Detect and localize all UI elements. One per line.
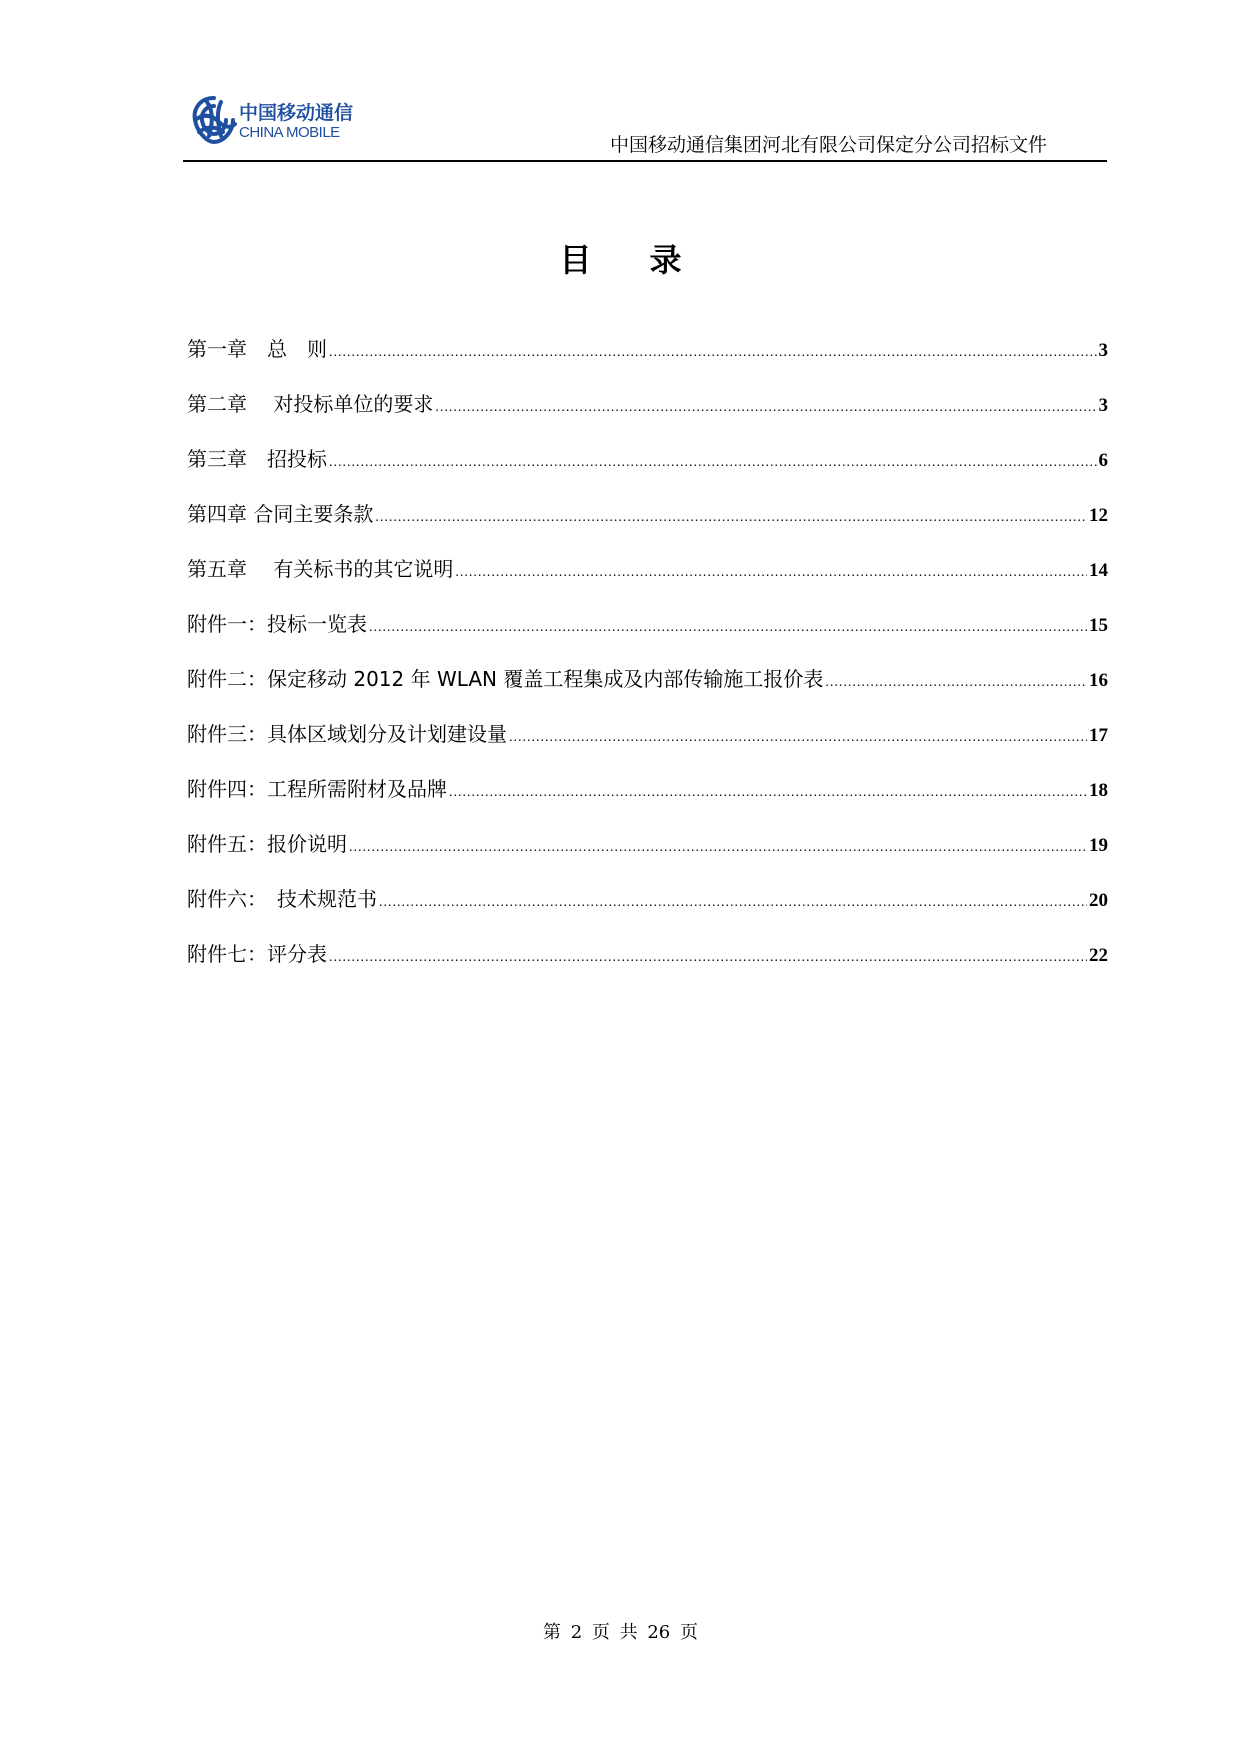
toc-dot-leader — [509, 730, 1087, 746]
toc-entry[interactable] — [187, 773, 1108, 828]
toc-entry-page-number: 19 — [1089, 835, 1108, 856]
toc-entry-label: 附件二：保定移动 2012 年 WLAN 覆盖工程集成及内部传输施工报价表 — [187, 667, 824, 691]
toc-entry-label: 第二章 对投标单位的要求 — [187, 392, 434, 416]
toc-entry-label: 第五章 有关标书的其它说明 — [187, 557, 454, 581]
toc-dot-leader — [379, 895, 1087, 911]
toc-dot-leader — [455, 565, 1087, 581]
page-header — [183, 88, 1107, 162]
toc-entry-page-number: 3 — [1098, 340, 1108, 361]
toc-entry-page-number: 12 — [1089, 505, 1108, 526]
toc-dot-leader — [329, 345, 1097, 361]
header-title: 中国移动通信集团河北有限公司保定分公司招标文件 — [609, 134, 1047, 156]
toc-entry[interactable] — [187, 883, 1108, 938]
toc-entry-label: 第四章 合同主要条款 — [187, 502, 374, 526]
company-logo — [189, 92, 359, 148]
toc-entry-page-number: 15 — [1089, 615, 1108, 636]
toc-dot-leader — [349, 840, 1087, 856]
toc-dot-leader — [435, 400, 1096, 416]
toc-entry-page-number: 3 — [1098, 395, 1108, 416]
toc-entry-page-number: 22 — [1089, 945, 1108, 966]
toc-entry-label: 附件七：评分表 — [187, 942, 327, 966]
toc-dot-leader — [329, 950, 1087, 966]
toc-entry-label: 附件六： 技术规范书 — [187, 887, 377, 911]
toc-dot-leader — [369, 620, 1087, 636]
toc-dot-leader — [449, 785, 1087, 801]
toc-entry-label: 附件四：工程所需附材及品牌 — [187, 777, 447, 801]
toc-entry-label: 第一章 总 则 — [187, 337, 327, 361]
logo-chinese-text: 中国移动通信 — [239, 102, 354, 124]
toc-entry[interactable] — [187, 553, 1108, 608]
toc-entry[interactable] — [187, 718, 1108, 773]
toc-entry-page-number: 18 — [1089, 780, 1108, 801]
toc-entry-page-number: 17 — [1089, 725, 1108, 746]
toc-entry[interactable] — [187, 388, 1108, 443]
china-mobile-logo-icon — [189, 92, 239, 148]
toc-entry[interactable] — [187, 333, 1108, 388]
toc-entry[interactable] — [187, 608, 1108, 663]
toc-entry[interactable] — [187, 938, 1108, 993]
table-of-contents — [187, 333, 1108, 993]
toc-entry-label: 附件五：报价说明 — [187, 832, 347, 856]
toc-entry-page-number: 20 — [1089, 890, 1108, 911]
toc-entry[interactable] — [187, 828, 1108, 883]
page-footer: 第 2 页 共 26 页 — [543, 1622, 698, 1643]
toc-entry-page-number: 6 — [1098, 450, 1108, 471]
toc-entry[interactable] — [187, 663, 1108, 718]
toc-entry-page-number: 16 — [1089, 670, 1108, 691]
toc-dot-leader — [825, 675, 1087, 691]
document-title: 目录 — [559, 241, 740, 279]
toc-dot-leader — [375, 510, 1087, 526]
toc-entry-page-number: 14 — [1089, 560, 1108, 581]
toc-entry-label: 附件三：具体区域划分及计划建设量 — [187, 722, 507, 746]
toc-dot-leader — [329, 455, 1097, 471]
toc-entry-label: 第三章 招投标 — [187, 447, 327, 471]
toc-entry-label: 附件一：投标一览表 — [187, 612, 367, 636]
toc-entry[interactable] — [187, 443, 1108, 498]
logo-english-text: CHINA MOBILE — [239, 124, 340, 141]
toc-entry[interactable] — [187, 498, 1108, 553]
